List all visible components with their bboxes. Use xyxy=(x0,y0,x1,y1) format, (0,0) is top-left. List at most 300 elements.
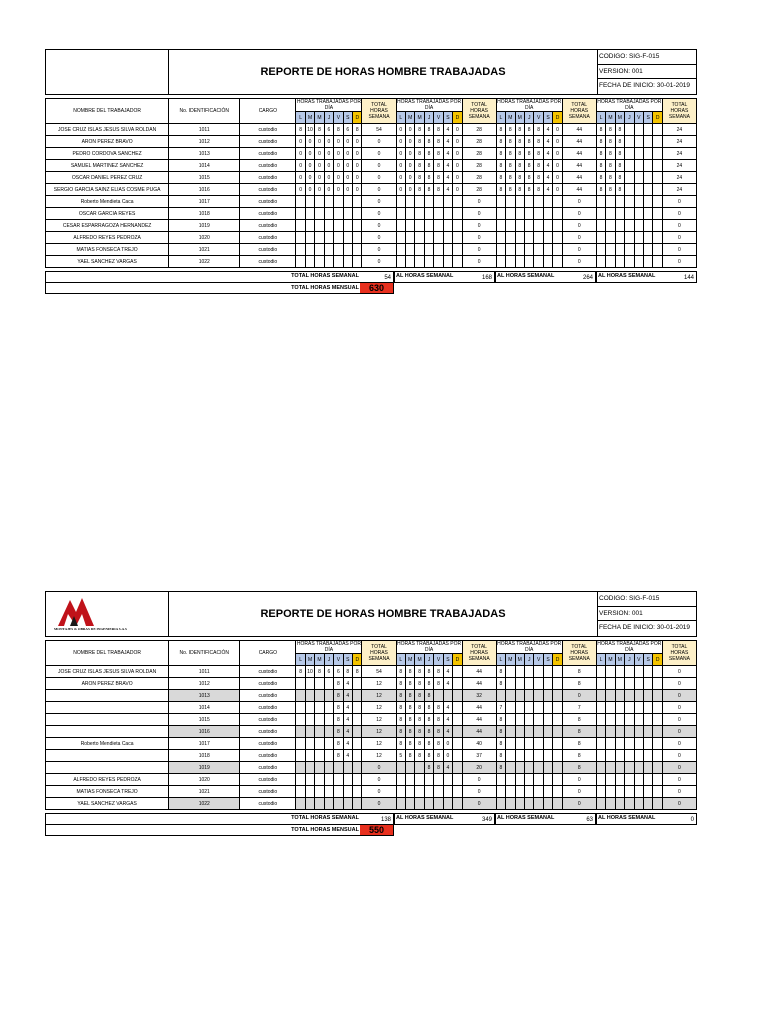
week-total: 44 xyxy=(562,184,596,196)
week-total: 8 xyxy=(562,714,596,726)
worker-cargo: custodio xyxy=(240,666,296,678)
day-hours xyxy=(524,678,533,690)
day-header: S xyxy=(443,112,452,124)
day-hours xyxy=(543,798,552,810)
day-hours xyxy=(615,750,624,762)
day-hours xyxy=(506,244,515,256)
report-title: REPORTE DE HORAS HOMBRE TRABAJADAS xyxy=(260,608,506,620)
day-hours: 8 xyxy=(424,762,433,774)
day-hours: 0 xyxy=(324,160,333,172)
semanal-value: 63 xyxy=(586,817,593,823)
day-header: D xyxy=(653,112,662,124)
mensual-value: 550 xyxy=(360,825,393,836)
day-hours xyxy=(405,220,414,232)
day-header: M xyxy=(506,654,515,666)
day-hours xyxy=(343,762,352,774)
day-hours: 8 xyxy=(424,148,433,160)
day-hours xyxy=(634,256,643,268)
day-hours xyxy=(453,726,462,738)
day-hours xyxy=(543,196,552,208)
day-hours xyxy=(353,714,362,726)
day-hours: 8 xyxy=(615,124,624,136)
day-hours: 8 xyxy=(434,148,443,160)
day-hours xyxy=(305,690,314,702)
week-total: 28 xyxy=(462,148,496,160)
day-hours: 0 xyxy=(334,136,343,148)
week-total: 44 xyxy=(562,124,596,136)
day-hours xyxy=(405,196,414,208)
week-total: 24 xyxy=(662,172,696,184)
day-hours: 8 xyxy=(415,184,424,196)
week-total: 8 xyxy=(562,666,596,678)
worker-name: OSCAR GARCIA REYES xyxy=(46,208,169,220)
day-hours: 8 xyxy=(596,172,605,184)
day-hours xyxy=(506,196,515,208)
worker-name: ALFREDO REYES PEDROZA xyxy=(46,232,169,244)
semanal-label: AL HORAS SEMANAL xyxy=(598,273,656,279)
day-hours xyxy=(506,208,515,220)
day-hours xyxy=(405,208,414,220)
day-hours: 8 xyxy=(396,738,405,750)
day-hours: 8 xyxy=(424,184,433,196)
day-hours: 8 xyxy=(506,184,515,196)
day-hours: 8 xyxy=(334,690,343,702)
worker-id: 1018 xyxy=(169,750,240,762)
day-hours xyxy=(415,196,424,208)
day-hours xyxy=(353,220,362,232)
header-row xyxy=(46,641,697,654)
day-hours xyxy=(315,714,324,726)
day-hours: 8 xyxy=(506,124,515,136)
week-total: 0 xyxy=(662,798,696,810)
col-horas-por-dia: HORAS TRABAJADAS POR DÍA xyxy=(296,641,361,653)
col-horas-por-dia: HORAS TRABAJADAS POR DÍA xyxy=(597,99,662,111)
day-hours xyxy=(515,220,524,232)
worker-id: 1013 xyxy=(169,690,240,702)
day-hours: 10 xyxy=(305,124,314,136)
day-header: M xyxy=(405,654,414,666)
day-hours: 8 xyxy=(496,714,505,726)
week-total: 0 xyxy=(562,786,596,798)
day-hours xyxy=(324,244,333,256)
day-hours xyxy=(496,798,505,810)
week-total: 0 xyxy=(362,208,396,220)
day-hours: 4 xyxy=(543,148,552,160)
worker-name: OSCAR DANIEL PEREZ CRUZ xyxy=(46,172,169,184)
day-hours xyxy=(653,256,662,268)
day-hours xyxy=(534,256,543,268)
worker-name: MATIAS FONSECA TREJO xyxy=(46,244,169,256)
day-hours xyxy=(606,762,615,774)
day-hours: 8 xyxy=(615,148,624,160)
day-hours xyxy=(534,220,543,232)
day-hours xyxy=(653,714,662,726)
week-total: 12 xyxy=(362,690,396,702)
day-hours xyxy=(553,232,562,244)
week-total: 44 xyxy=(462,678,496,690)
table-row xyxy=(46,208,697,220)
week-total: 0 xyxy=(662,786,696,798)
day-hours xyxy=(625,786,634,798)
worker-name xyxy=(46,702,169,714)
day-hours xyxy=(543,232,552,244)
day-hours: 8 xyxy=(515,160,524,172)
week-total: 54 xyxy=(362,124,396,136)
day-hours xyxy=(643,160,652,172)
day-hours xyxy=(334,774,343,786)
day-hours xyxy=(625,208,634,220)
day-hours: 8 xyxy=(534,148,543,160)
day-hours xyxy=(506,750,515,762)
day-header: D xyxy=(353,112,362,124)
semanal-value: 54 xyxy=(384,275,391,281)
table-row xyxy=(46,666,697,678)
day-hours xyxy=(453,750,462,762)
day-hours xyxy=(606,786,615,798)
day-hours xyxy=(606,678,615,690)
day-hours xyxy=(506,786,515,798)
day-hours xyxy=(434,786,443,798)
day-hours xyxy=(634,738,643,750)
day-hours xyxy=(653,798,662,810)
worker-id: 1013 xyxy=(169,148,240,160)
day-hours xyxy=(634,762,643,774)
day-hours xyxy=(324,232,333,244)
day-hours: 8 xyxy=(534,136,543,148)
day-hours xyxy=(524,666,533,678)
week-semanal-total xyxy=(495,271,596,283)
day-hours xyxy=(553,256,562,268)
day-header: M xyxy=(506,112,515,124)
day-hours xyxy=(524,738,533,750)
worker-id: 1016 xyxy=(169,726,240,738)
day-hours: 8 xyxy=(334,750,343,762)
day-hours: 0 xyxy=(334,184,343,196)
day-hours: 6 xyxy=(334,666,343,678)
day-hours: 8 xyxy=(515,124,524,136)
day-hours xyxy=(343,196,352,208)
day-header: M xyxy=(615,112,624,124)
day-hours xyxy=(634,702,643,714)
day-hours xyxy=(596,750,605,762)
day-hours: 0 xyxy=(405,172,414,184)
day-hours: 8 xyxy=(434,762,443,774)
day-hours: 8 xyxy=(405,750,414,762)
day-header: M xyxy=(415,654,424,666)
day-hours: 4 xyxy=(343,714,352,726)
day-hours: 0 xyxy=(324,172,333,184)
week-total: 24 xyxy=(662,160,696,172)
day-hours xyxy=(315,208,324,220)
day-hours xyxy=(353,196,362,208)
week-total: 0 xyxy=(362,220,396,232)
day-hours: 0 xyxy=(453,148,462,160)
day-hours: 0 xyxy=(396,184,405,196)
day-hours xyxy=(443,774,452,786)
day-hours xyxy=(625,726,634,738)
day-hours: 8 xyxy=(405,726,414,738)
day-hours xyxy=(643,678,652,690)
day-hours xyxy=(615,244,624,256)
semanal-label: AL HORAS SEMANAL xyxy=(497,815,555,821)
day-hours xyxy=(534,774,543,786)
day-hours: 0 xyxy=(315,184,324,196)
day-hours: 0 xyxy=(553,124,562,136)
day-hours: 0 xyxy=(305,160,314,172)
table-row xyxy=(46,786,697,798)
day-header: V xyxy=(334,654,343,666)
week-total: 24 xyxy=(662,148,696,160)
week-total: 44 xyxy=(562,160,596,172)
day-hours xyxy=(396,786,405,798)
day-header: L xyxy=(296,112,305,124)
day-hours xyxy=(553,678,562,690)
day-hours xyxy=(515,702,524,714)
day-hours xyxy=(515,232,524,244)
day-hours xyxy=(305,726,314,738)
worker-cargo: custodio xyxy=(240,196,296,208)
day-hours xyxy=(524,774,533,786)
day-hours xyxy=(353,690,362,702)
day-hours xyxy=(343,232,352,244)
day-hours xyxy=(315,762,324,774)
day-hours: 0 xyxy=(324,184,333,196)
day-hours xyxy=(405,774,414,786)
week-total: 24 xyxy=(662,184,696,196)
worker-id: 1016 xyxy=(169,184,240,196)
day-hours xyxy=(524,256,533,268)
day-hours: 8 xyxy=(424,714,433,726)
day-hours xyxy=(415,220,424,232)
day-hours xyxy=(625,220,634,232)
table-row xyxy=(46,244,697,256)
day-hours xyxy=(653,208,662,220)
day-hours: 4 xyxy=(443,148,452,160)
day-hours: 8 xyxy=(334,714,343,726)
day-hours: 8 xyxy=(606,172,615,184)
semanal-label: TOTAL HORAS SEMANAL xyxy=(291,815,359,821)
worker-cargo: custodio xyxy=(240,726,296,738)
day-hours xyxy=(553,774,562,786)
day-hours xyxy=(524,232,533,244)
day-hours xyxy=(643,702,652,714)
day-hours xyxy=(353,208,362,220)
worker-cargo: custodio xyxy=(240,172,296,184)
day-header: M xyxy=(315,112,324,124)
worker-cargo: custodio xyxy=(240,678,296,690)
day-hours xyxy=(625,678,634,690)
week-total: 0 xyxy=(562,774,596,786)
day-hours xyxy=(643,256,652,268)
day-hours xyxy=(615,798,624,810)
worker-name: MATIAS FONSECA TREJO xyxy=(46,786,169,798)
worker-cargo: custodio xyxy=(240,232,296,244)
day-hours xyxy=(296,702,305,714)
worker-name xyxy=(46,726,169,738)
day-hours xyxy=(553,244,562,256)
day-hours: 0 xyxy=(553,172,562,184)
day-hours xyxy=(453,666,462,678)
day-hours xyxy=(643,136,652,148)
day-hours xyxy=(453,220,462,232)
table-row xyxy=(46,798,697,810)
day-hours: 4 xyxy=(543,124,552,136)
day-hours xyxy=(324,786,333,798)
day-hours: 8 xyxy=(496,148,505,160)
day-hours xyxy=(625,136,634,148)
day-hours xyxy=(506,678,515,690)
week-total: 0 xyxy=(462,220,496,232)
day-hours xyxy=(596,220,605,232)
day-hours: 8 xyxy=(515,184,524,196)
worker-cargo: custodio xyxy=(240,786,296,798)
week-total: 0 xyxy=(462,256,496,268)
worker-name: YAEL SANCHEZ VARGAS xyxy=(46,256,169,268)
day-hours xyxy=(553,750,562,762)
day-hours xyxy=(634,750,643,762)
day-hours xyxy=(434,774,443,786)
day-hours xyxy=(515,714,524,726)
worker-cargo: custodio xyxy=(240,702,296,714)
day-hours xyxy=(553,762,562,774)
day-hours: 8 xyxy=(315,666,324,678)
day-hours xyxy=(643,244,652,256)
day-hours xyxy=(515,786,524,798)
day-hours xyxy=(625,184,634,196)
day-hours xyxy=(615,196,624,208)
worker-name xyxy=(46,690,169,702)
week-total: 28 xyxy=(462,172,496,184)
worker-cargo: custodio xyxy=(240,750,296,762)
day-hours xyxy=(606,714,615,726)
day-hours xyxy=(606,244,615,256)
day-hours xyxy=(324,774,333,786)
day-hours: 8 xyxy=(596,160,605,172)
day-hours xyxy=(606,256,615,268)
day-hours xyxy=(524,208,533,220)
week-total: 0 xyxy=(362,244,396,256)
day-hours: 0 xyxy=(443,750,452,762)
day-hours xyxy=(653,232,662,244)
day-hours: 0 xyxy=(353,172,362,184)
worker-id: 1018 xyxy=(169,208,240,220)
day-hours xyxy=(524,798,533,810)
day-hours xyxy=(643,726,652,738)
day-hours xyxy=(643,196,652,208)
worker-cargo: custodio xyxy=(240,690,296,702)
day-hours: 4 xyxy=(543,160,552,172)
day-hours: 8 xyxy=(496,726,505,738)
day-hours: 6 xyxy=(324,666,333,678)
col-total-semana: TOTAL HORAS SEMANA xyxy=(662,641,696,666)
day-hours xyxy=(434,256,443,268)
day-hours: 0 xyxy=(296,160,305,172)
day-hours: 4 xyxy=(443,184,452,196)
day-hours xyxy=(324,750,333,762)
day-hours xyxy=(424,196,433,208)
worker-name xyxy=(46,750,169,762)
day-hours xyxy=(634,244,643,256)
day-hours xyxy=(524,726,533,738)
day-header: S xyxy=(443,654,452,666)
day-hours xyxy=(625,702,634,714)
day-hours xyxy=(396,798,405,810)
day-hours: 0 xyxy=(296,136,305,148)
week-total: 8 xyxy=(562,762,596,774)
day-hours xyxy=(515,256,524,268)
week-total: 0 xyxy=(662,244,696,256)
day-hours xyxy=(606,220,615,232)
day-hours xyxy=(543,256,552,268)
day-hours xyxy=(315,702,324,714)
day-hours xyxy=(506,702,515,714)
day-hours xyxy=(534,786,543,798)
day-hours xyxy=(634,184,643,196)
day-hours xyxy=(596,208,605,220)
day-hours xyxy=(496,220,505,232)
table-row xyxy=(46,750,697,762)
day-hours: 4 xyxy=(443,678,452,690)
day-header: M xyxy=(315,654,324,666)
day-hours: 0 xyxy=(296,148,305,160)
day-hours xyxy=(315,738,324,750)
col-total-semana: TOTAL HORAS SEMANA xyxy=(562,99,596,124)
day-hours xyxy=(305,220,314,232)
day-hours xyxy=(305,762,314,774)
day-hours xyxy=(596,244,605,256)
day-hours xyxy=(553,726,562,738)
day-hours xyxy=(515,774,524,786)
day-hours xyxy=(543,702,552,714)
day-header: D xyxy=(553,112,562,124)
worker-name: SAMUEL MARTINEZ SANCHEZ xyxy=(46,160,169,172)
week-total: 0 xyxy=(662,256,696,268)
day-hours: 8 xyxy=(396,690,405,702)
day-hours: 8 xyxy=(606,136,615,148)
day-hours xyxy=(315,220,324,232)
day-hours xyxy=(643,124,652,136)
day-hours xyxy=(496,774,505,786)
day-hours xyxy=(405,244,414,256)
day-hours xyxy=(524,786,533,798)
day-hours xyxy=(396,762,405,774)
worker-name: JOSE CRUZ ISLAS JESUS SILVA ROLDAN xyxy=(46,124,169,136)
day-hours: 0 xyxy=(315,148,324,160)
day-hours xyxy=(453,256,462,268)
table-row xyxy=(46,690,697,702)
day-hours xyxy=(625,750,634,762)
day-hours xyxy=(653,678,662,690)
day-hours: 8 xyxy=(434,172,443,184)
day-hours xyxy=(543,786,552,798)
day-hours xyxy=(524,196,533,208)
day-hours xyxy=(596,714,605,726)
day-hours xyxy=(496,786,505,798)
week-total: 0 xyxy=(562,244,596,256)
day-header: L xyxy=(296,654,305,666)
worker-cargo: custodio xyxy=(240,220,296,232)
day-hours: 0 xyxy=(453,184,462,196)
day-hours: 8 xyxy=(434,702,443,714)
day-hours: 4 xyxy=(443,714,452,726)
day-hours xyxy=(343,256,352,268)
table-row xyxy=(46,256,697,268)
day-hours xyxy=(453,678,462,690)
week-total: 0 xyxy=(562,232,596,244)
week-total: 0 xyxy=(662,750,696,762)
day-hours xyxy=(296,232,305,244)
day-hours xyxy=(453,762,462,774)
